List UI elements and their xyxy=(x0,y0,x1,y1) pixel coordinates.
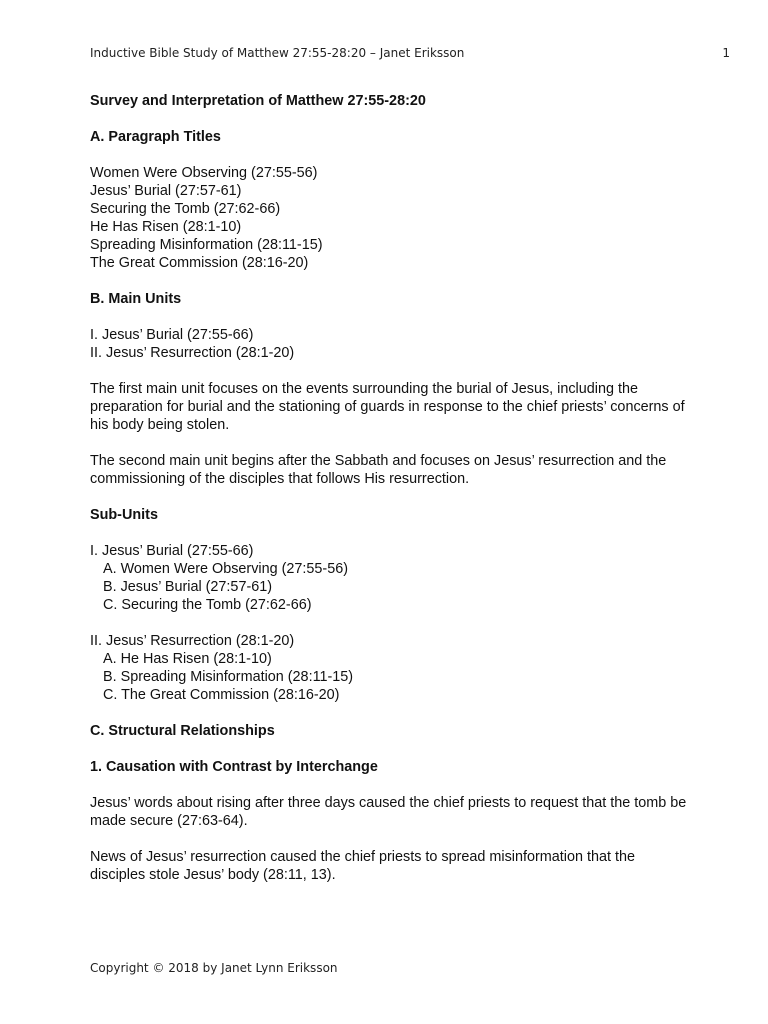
main-units-list xyxy=(90,326,690,362)
list-item: I. Jesus’ Burial (27:55-66) xyxy=(90,327,254,343)
list-item: Securing the Tomb (27:62-66) xyxy=(90,201,281,217)
list-item: B. Spreading Misinformation (28:11-15) xyxy=(103,669,354,685)
page-footer xyxy=(90,961,338,975)
section-b-heading: B. Main Units xyxy=(90,291,182,307)
list-item: I. Jesus’ Burial (27:55-66) xyxy=(90,543,254,559)
document-body xyxy=(90,92,690,884)
header-title: Inductive Bible Study of Matthew 27:55-28:20 – Janet Eriksson xyxy=(90,46,465,60)
sub-units-group xyxy=(90,542,690,614)
list-item: Spreading Misinformation (28:11-15) xyxy=(90,237,323,253)
list-item: II. Jesus’ Resurrection (28:1-20) xyxy=(90,345,295,361)
list-item: Women Were Observing (27:55-56) xyxy=(90,165,318,181)
page-header xyxy=(90,46,730,64)
paragraph: Jesus’ words about rising after three days caused the chief priests to request that the tomb be made secure (27:63-64). xyxy=(90,795,687,829)
paragraph: The first main unit focuses on the events surrounding the burial of Jesus, including the preparation for burial and the stationing of guards in response to the chief priests’ concerns of his body being stolen. xyxy=(90,381,685,433)
paragraph: News of Jesus’ resurrection caused the chief priests to spread misinformation that the disciples stole Jesus’ body (28:11, 13). xyxy=(90,849,635,883)
paragraph: The second main unit begins after the Sabbath and focuses on Jesus’ resurrection and the commissioning of the disciples that follows His resurrection. xyxy=(90,453,667,487)
list-item: II. Jesus’ Resurrection (28:1-20) xyxy=(90,633,295,649)
sub-units-heading: Sub-Units xyxy=(90,507,158,523)
section-c-subheading: 1. Causation with Contrast by Interchange xyxy=(90,759,378,775)
list-item: He Has Risen (28:1-10) xyxy=(90,219,242,235)
list-item: A. Women Were Observing (27:55-56) xyxy=(103,561,349,577)
section-c-heading: C. Structural Relationships xyxy=(90,723,275,739)
sub-units-group xyxy=(90,632,690,704)
main-heading: Survey and Interpretation of Matthew 27:55-28:20 xyxy=(90,93,426,109)
paragraph-titles-list xyxy=(90,164,690,272)
page-number: 1 xyxy=(722,46,730,60)
list-item: A. He Has Risen (28:1-10) xyxy=(103,651,272,667)
list-item: C. The Great Commission (28:16-20) xyxy=(103,687,340,703)
section-a-heading: A. Paragraph Titles xyxy=(90,129,221,145)
list-item: Jesus’ Burial (27:57-61) xyxy=(90,183,242,199)
list-item: B. Jesus’ Burial (27:57-61) xyxy=(103,579,273,595)
list-item: The Great Commission (28:16-20) xyxy=(90,255,309,271)
list-item: C. Securing the Tomb (27:62-66) xyxy=(103,597,312,613)
copyright-text: Copyright © 2018 by Janet Lynn Eriksson xyxy=(90,961,338,975)
